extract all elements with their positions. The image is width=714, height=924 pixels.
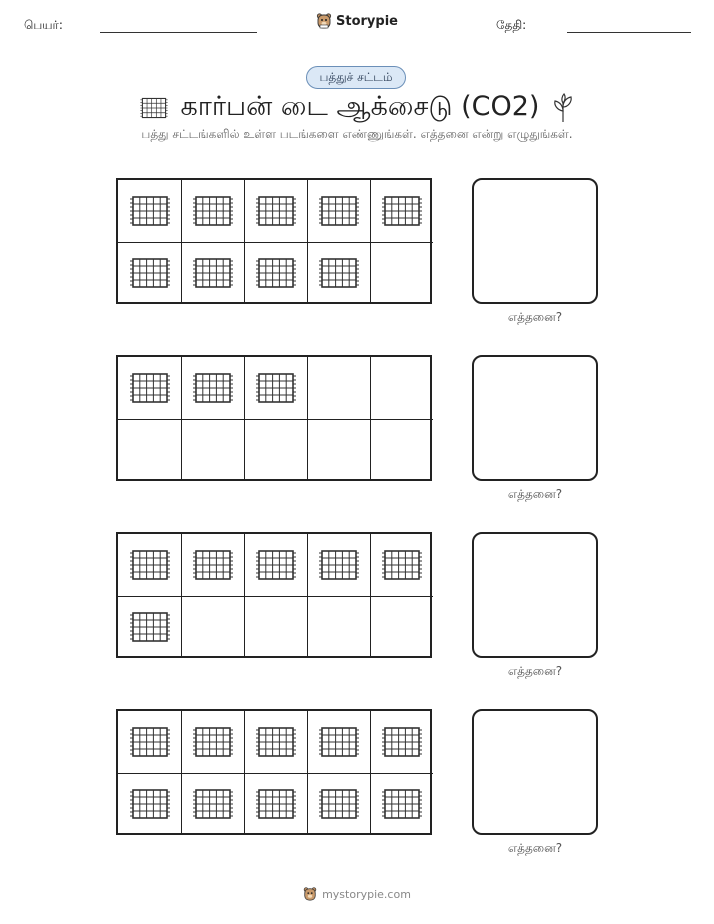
answer-box[interactable]	[472, 355, 598, 481]
ten-frame	[116, 532, 432, 658]
footer	[0, 886, 714, 902]
ten-frame-cell	[118, 596, 182, 658]
ten-frame-cell	[307, 419, 371, 481]
window-grid-icon	[191, 548, 235, 582]
ten-frame-cell	[244, 357, 308, 420]
window-grid-icon	[380, 548, 424, 582]
date-label: தேதி:	[496, 18, 527, 32]
ten-frame-cell	[118, 357, 182, 420]
bear-logo-icon	[316, 12, 332, 30]
ten-frame-cell	[244, 711, 308, 774]
ten-frame-cell	[181, 534, 245, 597]
ten-frame-cell	[118, 534, 182, 597]
brand-name: Storypie	[336, 13, 398, 29]
ten-frame-cell	[244, 773, 308, 835]
window-grid-icon	[128, 256, 172, 290]
window-grid-icon	[254, 725, 298, 759]
window-grid-icon	[317, 787, 361, 821]
window-grid-icon	[128, 194, 172, 228]
title-row	[0, 88, 714, 128]
answer-box[interactable]	[472, 709, 598, 835]
window-grid-icon	[380, 194, 424, 228]
ten-frame-cell	[370, 596, 433, 658]
ten-frame-cell	[181, 419, 245, 481]
ten-frame-cell	[307, 180, 371, 243]
window-grid-icon	[380, 787, 424, 821]
window-grid-icon	[191, 725, 235, 759]
name-line[interactable]	[100, 32, 257, 33]
window-grid-icon	[380, 725, 424, 759]
ten-frame-cell	[370, 357, 433, 420]
window-grid-icon	[191, 371, 235, 405]
ten-frame-cell	[370, 773, 433, 835]
window-grid-icon	[191, 256, 235, 290]
ten-frame-cell	[181, 180, 245, 243]
name-label: பெயர்:	[24, 18, 63, 32]
ten-frame-cell	[181, 357, 245, 420]
ten-frame-cell	[307, 711, 371, 774]
ten-frame-cell	[370, 711, 433, 774]
ten-frame-cell	[307, 596, 371, 658]
ten-frame-cell	[181, 242, 245, 304]
window-grid-icon	[128, 548, 172, 582]
ten-frame-cell	[307, 773, 371, 835]
ten-frame-cell	[370, 180, 433, 243]
instructions: பத்து சட்டங்களில் உள்ள படங்களை எண்ணுங்கள். எத்தனை என்று எழுதுங்கள்.	[141, 127, 573, 141]
window-grid-icon	[254, 371, 298, 405]
window-grid-icon	[317, 256, 361, 290]
window-grid-icon	[139, 96, 169, 120]
ten-frame	[116, 178, 432, 304]
window-grid-icon	[128, 371, 172, 405]
window-grid-icon	[128, 610, 172, 644]
window-grid-icon	[317, 548, 361, 582]
ten-frame-cell	[118, 419, 182, 481]
answer-box[interactable]	[472, 532, 598, 658]
brand-logo	[0, 12, 714, 30]
ten-frame-cell	[118, 773, 182, 835]
window-grid-icon	[317, 725, 361, 759]
answer-prompt: எத்தனை?	[507, 841, 563, 855]
window-grid-icon	[254, 194, 298, 228]
answer-prompt: எத்தனை?	[507, 487, 563, 501]
date-line[interactable]	[567, 32, 691, 33]
ten-frame-cell	[181, 773, 245, 835]
ten-frame-cell	[181, 711, 245, 774]
ten-frame-cell	[244, 242, 308, 304]
window-grid-icon	[254, 256, 298, 290]
ten-frame-cell	[370, 242, 433, 304]
window-grid-icon	[128, 787, 172, 821]
ten-frame-cell	[307, 534, 371, 597]
ten-frame-cell	[118, 242, 182, 304]
window-grid-icon	[317, 194, 361, 228]
bear-logo-icon	[303, 886, 317, 902]
ten-frame-cell	[307, 242, 371, 304]
ten-frame-cell	[244, 180, 308, 243]
ten-frame-cell	[181, 596, 245, 658]
topic-badge: பத்துச் சட்டம்	[306, 66, 406, 89]
footer-url: mystorypie.com	[322, 887, 411, 901]
window-grid-icon	[191, 787, 235, 821]
answer-prompt: எத்தனை?	[507, 664, 563, 678]
ten-frame-cell	[244, 596, 308, 658]
ten-frame-cell	[244, 419, 308, 481]
sapling-icon	[551, 93, 575, 123]
page-title: கார்பன் டை ஆக்சைடு (CO2)	[180, 90, 540, 122]
answer-prompt: எத்தனை?	[507, 310, 563, 324]
ten-frame	[116, 355, 432, 481]
ten-frame-cell	[244, 534, 308, 597]
ten-frame	[116, 709, 432, 835]
window-grid-icon	[191, 194, 235, 228]
window-grid-icon	[254, 787, 298, 821]
ten-frame-cell	[307, 357, 371, 420]
ten-frame-cell	[370, 534, 433, 597]
window-grid-icon	[254, 548, 298, 582]
ten-frame-cell	[118, 180, 182, 243]
ten-frame-cell	[370, 419, 433, 481]
ten-frame-cell	[118, 711, 182, 774]
window-grid-icon	[128, 725, 172, 759]
answer-box[interactable]	[472, 178, 598, 304]
